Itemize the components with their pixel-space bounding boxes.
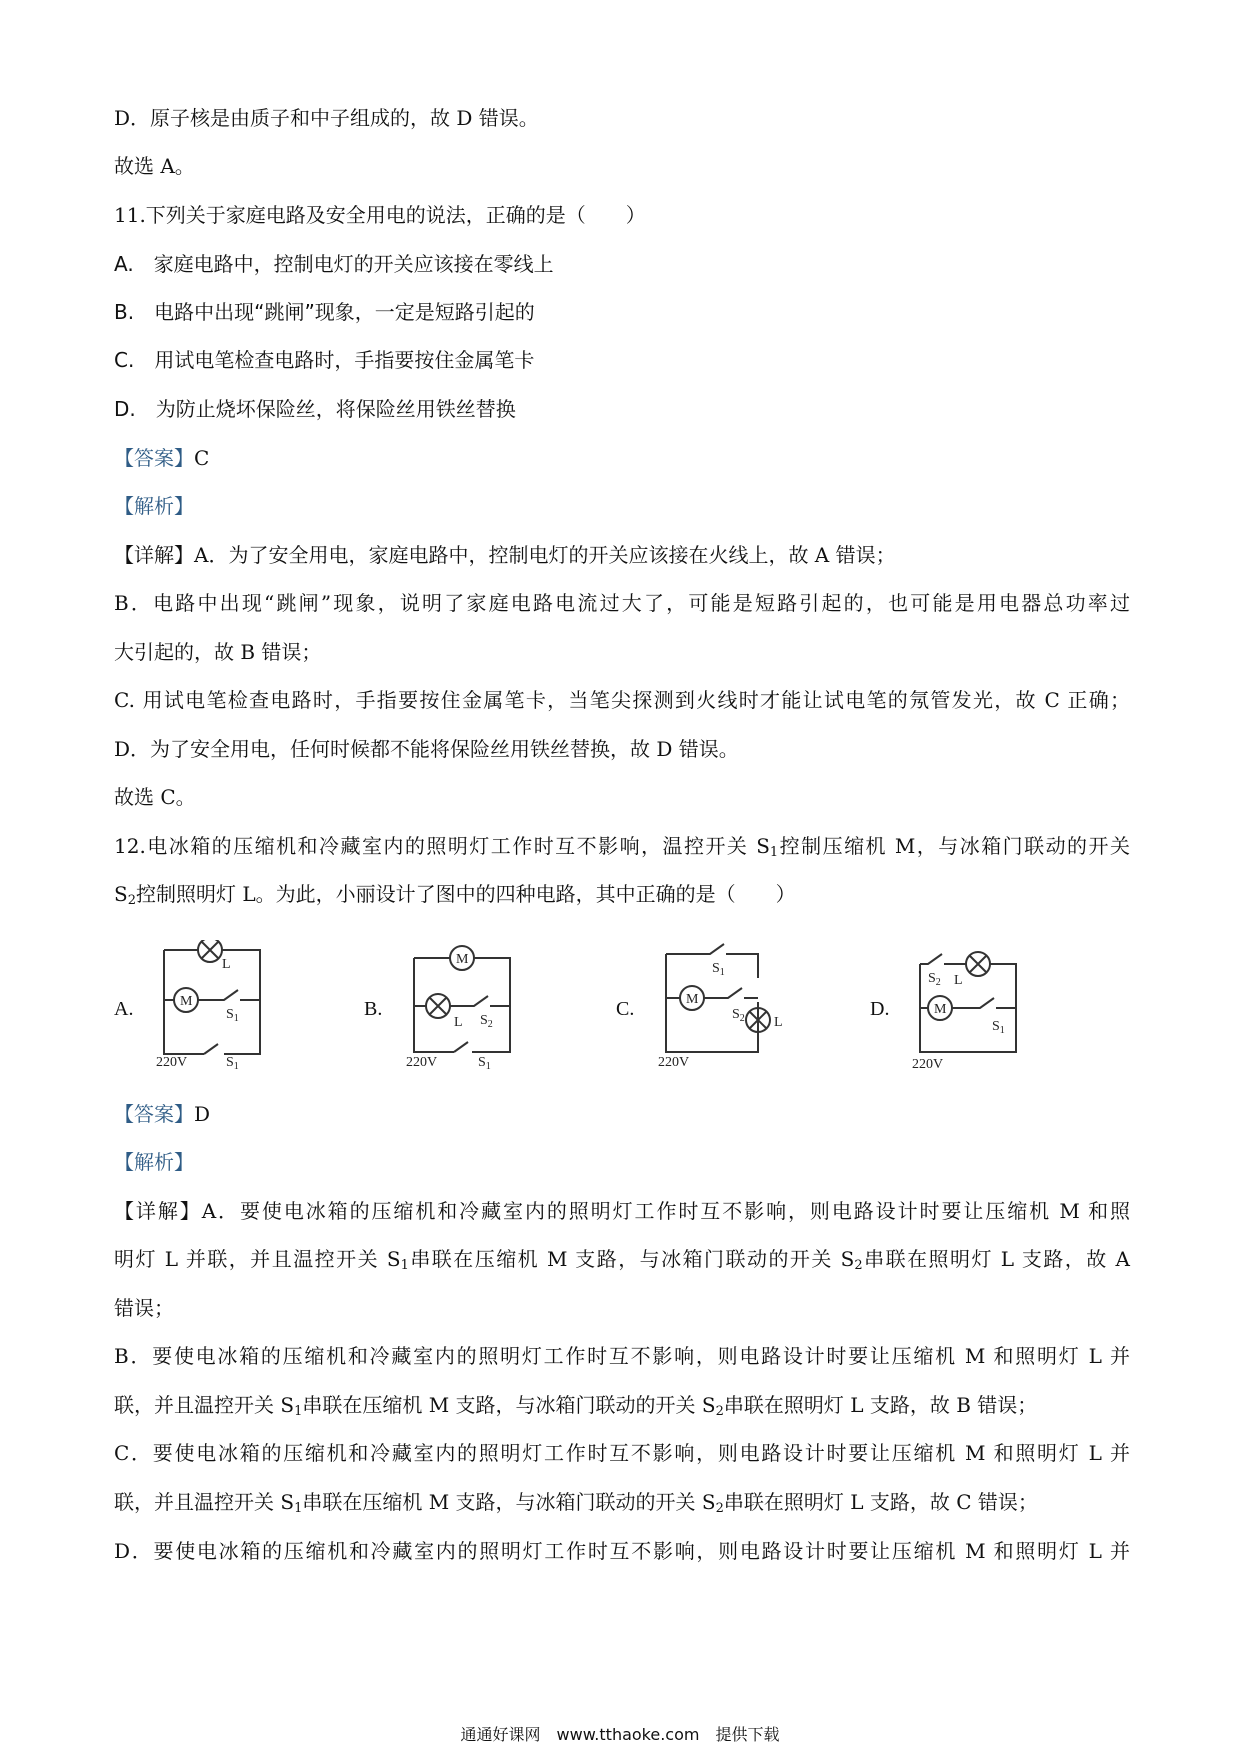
lamp-label: L bbox=[222, 957, 231, 972]
detail-12-d-1: D．要使电冰箱的压缩机和冷藏室内的照明灯工作时互不影响，则电路设计时要让压缩机 M 和照明灯 L 并 bbox=[114, 1539, 1130, 1563]
switch-s1-label: $S_1$ bbox=[992, 1019, 1005, 1036]
detail-tag: 【详解】 bbox=[114, 543, 194, 567]
detail-11-b-1: B．电路中出现“跳闸”现象，说明了家庭电路电流过大了，可能是短路引起的，也可能是用电器总功率过 bbox=[114, 591, 1130, 615]
detail-12-c-1: C．要使电冰箱的压缩机和冷藏室内的照明灯工作时互不影响，则电路设计时要让压缩机 M 和照明灯 L 并 bbox=[114, 1441, 1130, 1465]
subscript: 2 bbox=[715, 1404, 724, 1419]
lamp-label: L bbox=[954, 973, 963, 988]
circuit-diagram-c bbox=[654, 940, 794, 1070]
question-11-option-d: D. 为防止烧坏保险丝，将保险丝用铁丝替换 bbox=[114, 397, 516, 421]
subscript: 1 bbox=[294, 1501, 303, 1516]
motor-label: M bbox=[934, 1002, 947, 1017]
text-span: 串联在压缩机 M 支路，与冰箱门联动的开关 S bbox=[302, 1490, 716, 1514]
text-line: 故选 A。 bbox=[114, 154, 195, 178]
voltage-label: 220V bbox=[658, 1055, 690, 1070]
detail-12-a-2 bbox=[114, 1246, 1130, 1272]
switch-s2-label: $S_2$ bbox=[480, 1013, 493, 1030]
circuit-diagram-a bbox=[152, 940, 272, 1070]
motor-label: M bbox=[686, 992, 699, 1007]
question-12-line-1 bbox=[114, 833, 1130, 859]
text-span: 串联在照明灯 L 支路，故 A bbox=[862, 1247, 1130, 1271]
answer-tag: 【答案】 bbox=[114, 1102, 194, 1126]
answer-12 bbox=[114, 1101, 210, 1127]
lamp-label: L bbox=[774, 1015, 783, 1030]
text-span: 控制压缩机 M，与冰箱门联动的开关 bbox=[778, 834, 1130, 858]
analysis-tag-11: 【解析】 bbox=[114, 494, 194, 518]
text-span: S bbox=[114, 882, 128, 906]
text-span: 联，并且温控开关 S bbox=[114, 1490, 295, 1514]
motor-label: M bbox=[456, 952, 469, 967]
text-span: 明灯 L 并联，并且温控开关 S bbox=[114, 1247, 401, 1271]
subscript: 1 bbox=[769, 845, 779, 860]
question-11-option-a: A. 家庭电路中，控制电灯的开关应该接在零线上 bbox=[114, 252, 554, 276]
text-span: 12.电冰箱的压缩机和冷藏室内的照明灯工作时互不影响，温控开关 S bbox=[114, 834, 770, 858]
question-11: 11.下列关于家庭电路及安全用电的说法，正确的是（ ） bbox=[114, 203, 646, 227]
circuit-label-b: B. bbox=[364, 998, 383, 1020]
switch-s1-label: $S_1$ bbox=[712, 961, 725, 978]
detail-12-a-3: 错误； bbox=[114, 1296, 174, 1320]
select-11: 故选 C。 bbox=[114, 785, 196, 809]
voltage-label: 220V bbox=[912, 1057, 944, 1070]
switch-s1-label-bottom: $S_1$ bbox=[226, 1055, 239, 1070]
circuit-diagram-d bbox=[908, 940, 1028, 1070]
question-11-option-b: B. 电路中出现“跳闸”现象，一定是短路引起的 bbox=[114, 300, 535, 324]
subscript: 1 bbox=[400, 1258, 409, 1273]
lamp-label: L bbox=[454, 1015, 463, 1030]
switch-s1-label: $S_1$ bbox=[478, 1055, 491, 1070]
answer-value: C bbox=[194, 446, 210, 470]
answer-value: D bbox=[194, 1102, 211, 1126]
detail-text: A．要使电冰箱的压缩机和冷藏室内的照明灯工作时互不影响，则电路设计时要让压缩机 M 和照 bbox=[201, 1199, 1130, 1223]
detail-12-b-1: B．要使电冰箱的压缩机和冷藏室内的照明灯工作时互不影响，则电路设计时要让压缩机 M 和照明灯 L 并 bbox=[114, 1344, 1130, 1368]
detail-11-a bbox=[114, 542, 896, 568]
subscript: 1 bbox=[294, 1404, 303, 1419]
switch-s2-label: $S_2$ bbox=[928, 971, 941, 988]
subscript: 2 bbox=[715, 1501, 724, 1516]
detail-12-a-1 bbox=[114, 1198, 1130, 1224]
circuit-label-a: A. bbox=[114, 998, 134, 1020]
subscript: 2 bbox=[127, 893, 136, 908]
voltage-label: 220V bbox=[406, 1055, 438, 1070]
subscript: 2 bbox=[854, 1258, 863, 1273]
voltage-label: 220V bbox=[156, 1055, 188, 1070]
motor-label: M bbox=[180, 994, 193, 1009]
switch-s2-label: $S_2$ bbox=[732, 1007, 745, 1024]
detail-11-b-2: 大引起的，故 B 错误； bbox=[114, 640, 322, 664]
text-line: D．原子核是由质子和中子组成的，故 D 错误。 bbox=[114, 106, 539, 130]
detail-12-b-2 bbox=[114, 1392, 1037, 1418]
text-span: 串联在照明灯 L 支路，故 C 错误； bbox=[723, 1490, 1038, 1514]
answer-11 bbox=[114, 445, 209, 471]
detail-text: A．为了安全用电，家庭电路中，控制电灯的开关应该接在火线上，故 A 错误； bbox=[194, 543, 896, 567]
circuit-diagram-b bbox=[402, 940, 522, 1070]
text-span: 联，并且温控开关 S bbox=[114, 1393, 295, 1417]
detail-11-d: D．为了安全用电，任何时候都不能将保险丝用铁丝替换，故 D 错误。 bbox=[114, 737, 739, 761]
circuit-label-d: D. bbox=[870, 998, 890, 1020]
detail-11-c: C. 用试电笔检查电路时，手指要按住金属笔卡，当笔尖探测到火线时才能让试电笔的氖管发光，故 C 正确； bbox=[114, 688, 1130, 712]
footer: 通通好课网 www.tthaoke.com 提供下载 bbox=[460, 1725, 780, 1744]
analysis-tag-12: 【解析】 bbox=[114, 1150, 194, 1174]
detail-tag: 【详解】 bbox=[114, 1199, 202, 1223]
question-12-line-2 bbox=[114, 881, 796, 907]
answer-tag: 【答案】 bbox=[114, 446, 194, 470]
text-span: 串联在压缩机 M 支路，与冰箱门联动的开关 S bbox=[408, 1247, 855, 1271]
detail-12-c-2 bbox=[114, 1489, 1038, 1515]
question-11-option-c: C. 用试电笔检查电路时，手指要按住金属笔卡 bbox=[114, 348, 535, 372]
text-span: 串联在压缩机 M 支路，与冰箱门联动的开关 S bbox=[302, 1393, 716, 1417]
text-span: 控制照明灯 L。为此，小丽设计了图中的四种电路，其中正确的是（ ） bbox=[135, 882, 796, 906]
switch-s1-label: $S_1$ bbox=[226, 1007, 239, 1024]
circuit-label-c: C. bbox=[616, 998, 635, 1020]
text-span: 串联在照明灯 L 支路，故 B 错误； bbox=[723, 1393, 1038, 1417]
